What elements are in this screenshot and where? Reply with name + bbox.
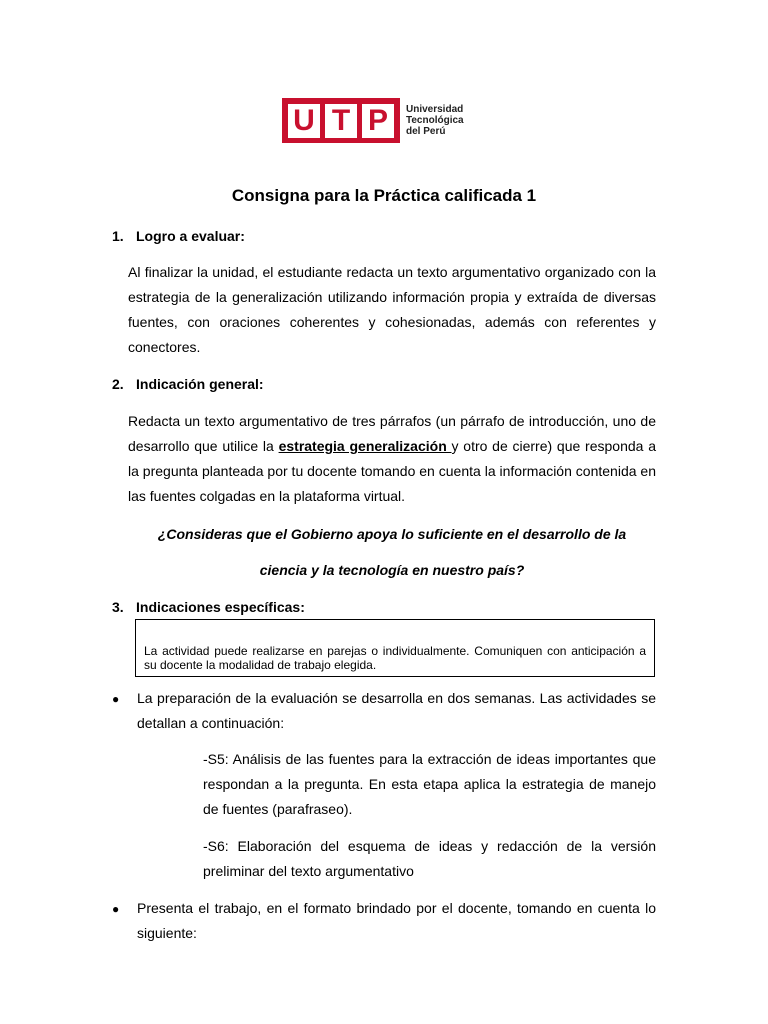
bullet-marker: ● <box>112 902 120 916</box>
section-heading-indicacion <box>112 376 264 392</box>
section-heading-text: Logro a evaluar: <box>136 228 245 244</box>
logo-wordmark <box>406 104 464 137</box>
logo-letter-u: U <box>288 104 320 138</box>
section-heading-especificas <box>112 599 305 615</box>
question-line-1: ¿Consideras que el Gobierno apoya lo suficiente en el desarrollo de la <box>157 526 627 542</box>
logo-line-3: del Perú <box>406 126 446 137</box>
section-heading-text: Indicación general: <box>136 376 264 392</box>
question-line-2: ciencia y la tecnología en nuestro país? <box>259 562 525 578</box>
logo-line-2: Tecnológica <box>406 115 464 126</box>
logo-letter-t: T <box>325 104 357 138</box>
indicacion-emphasis: estrategia generalización <box>278 438 452 454</box>
section-heading-logro <box>112 228 245 244</box>
utp-logo <box>282 98 464 143</box>
bullet-text: La preparación de la evaluación se desarrolla en dos semanas. Las actividades se detallan a continuación: <box>137 690 656 731</box>
indicacion-paragraph <box>128 409 656 509</box>
logro-paragraph: Al finalizar la unidad, el estudiante redacta un texto argumentativo organizado con la estrategia de la generalización utilizando información propia y extraída de diversas fuentes, con oraciones coherentes y cohesionadas, además con referentes y conectores. <box>128 264 656 355</box>
section-number: 1. <box>112 228 124 244</box>
logo-letter-box <box>282 98 400 143</box>
bullet-text: Presenta el trabajo, en el formato brindado por el docente, tomando en cuenta lo siguiente: <box>137 900 656 941</box>
section-heading-text: Indicaciones específicas: <box>136 599 305 615</box>
page-title: Consigna para la Práctica calificada 1 <box>231 186 537 205</box>
subitem-s6: -S6: Elaboración del esquema de ideas y redacción de la versión preliminar del texto argumentativo <box>203 838 656 879</box>
subitem-s5: -S5: Análisis de las fuentes para la extracción de ideas importantes que respondan a la pregunta. En esta etapa aplica la estrategia de manejo de fuentes (parafraseo). <box>203 751 656 817</box>
indicacion-text-after: y otro de cierre) que responda a la pregunta planteada por tu docente tomando en cuenta la información contenida en las fuentes colgadas en la plataforma virtual. <box>128 438 656 504</box>
section-number: 3. <box>112 599 124 615</box>
notice-box: La actividad puede realizarse en parejas o individualmente. Comuniquen con anticipación a su docente la modalidad de trabajo elegida. <box>135 619 655 677</box>
logo-letter-p: P <box>362 104 394 138</box>
section-number: 2. <box>112 376 124 392</box>
bullet-marker: ● <box>112 692 120 706</box>
logo-line-1: Universidad <box>406 104 464 115</box>
indicacion-text-before: Redacta un texto argumentativo de tres párrafos (un párrafo de introducción, uno de desarrollo que utilice la <box>128 413 656 454</box>
